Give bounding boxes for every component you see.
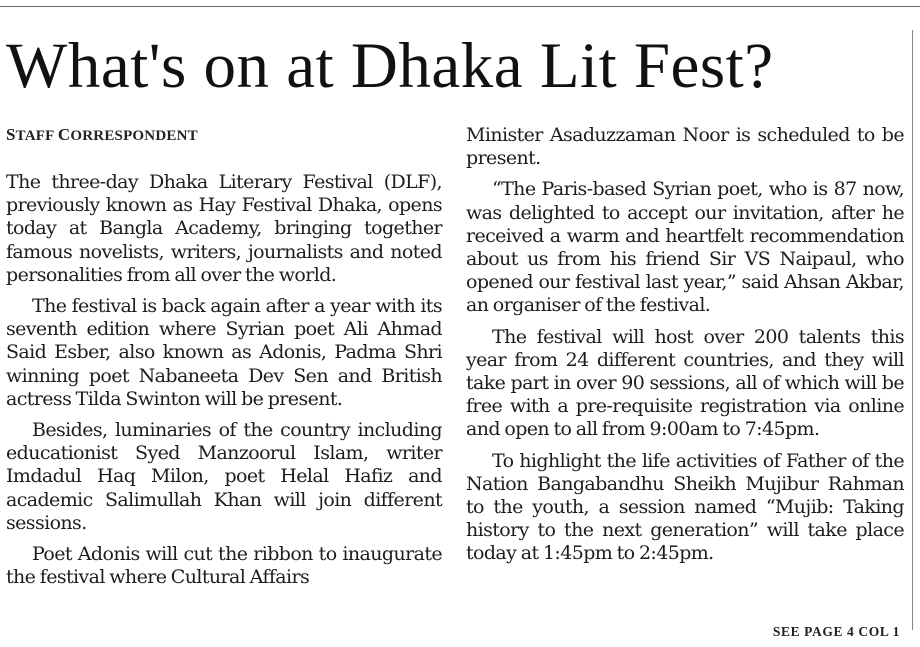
- paragraph-talents: The festival will host over 200 talents this year from 24 different countries, and they will take part in over 90 sessions, all of which will be free with a pre-requisite registration via online and open to all from 9:00am to 7:45pm.: [466, 325, 904, 441]
- paragraph-minister: Minister Asaduzzaman Noor is scheduled to be present.: [466, 124, 904, 170]
- top-rule: [0, 6, 920, 7]
- article-column-right: [466, 124, 904, 574]
- byline: STAFF CORRESPONDENT: [6, 125, 198, 144]
- article-column-left: [6, 124, 442, 597]
- headline: What's on at Dhaka Lit Fest?: [6, 30, 774, 102]
- continued-jump-line[interactable]: SEE PAGE 4 COL 1: [772, 624, 900, 639]
- paragraph-ribbon: Poet Adonis will cut the ribbon to inaugurate the festival where Cultural Affairs: [6, 543, 442, 589]
- paragraph-mujib-session: To highlight the life activities of Father of the Nation Bangabandhu Sheikh Mujibur Rahman to the youth, a session named “Mujib: Taking history to the next generation” will take place today at 1:45pm to 2:45pm.: [466, 449, 904, 565]
- paragraph-quote: “The Paris-based Syrian poet, who is 87 now, was delighted to accept our invitation, after he received a warm and heartfelt recommendation about us from his friend Sir VS Naipaul, who opened our festival last year,” said Ahsan Akbar, an organiser of the festival.: [466, 178, 904, 317]
- column-edge-rule: [912, 30, 913, 630]
- paragraph-edition: The festival is back again after a year with its seventh edition where Syrian poet Ali Ahmad Said Esber, also known as Adonis, Padma Shri winning poet Nabaneeta Dev Sen and British actress Tilda Swinton will be present.: [6, 295, 442, 410]
- paragraph-luminaries: Besides, luminaries of the country including educationist Syed Manzoorul Islam, writer Imdadul Haq Milon, poet Helal Hafiz and academic Salimullah Khan will join different sessions.: [6, 419, 442, 534]
- paragraph-intro: The three-day Dhaka Literary Festival (DLF), previously known as Hay Festival Dhaka, opens today at Bangla Academy, bringing together famous novelists, writers, journalists and noted personalities from all over the world.: [6, 171, 442, 286]
